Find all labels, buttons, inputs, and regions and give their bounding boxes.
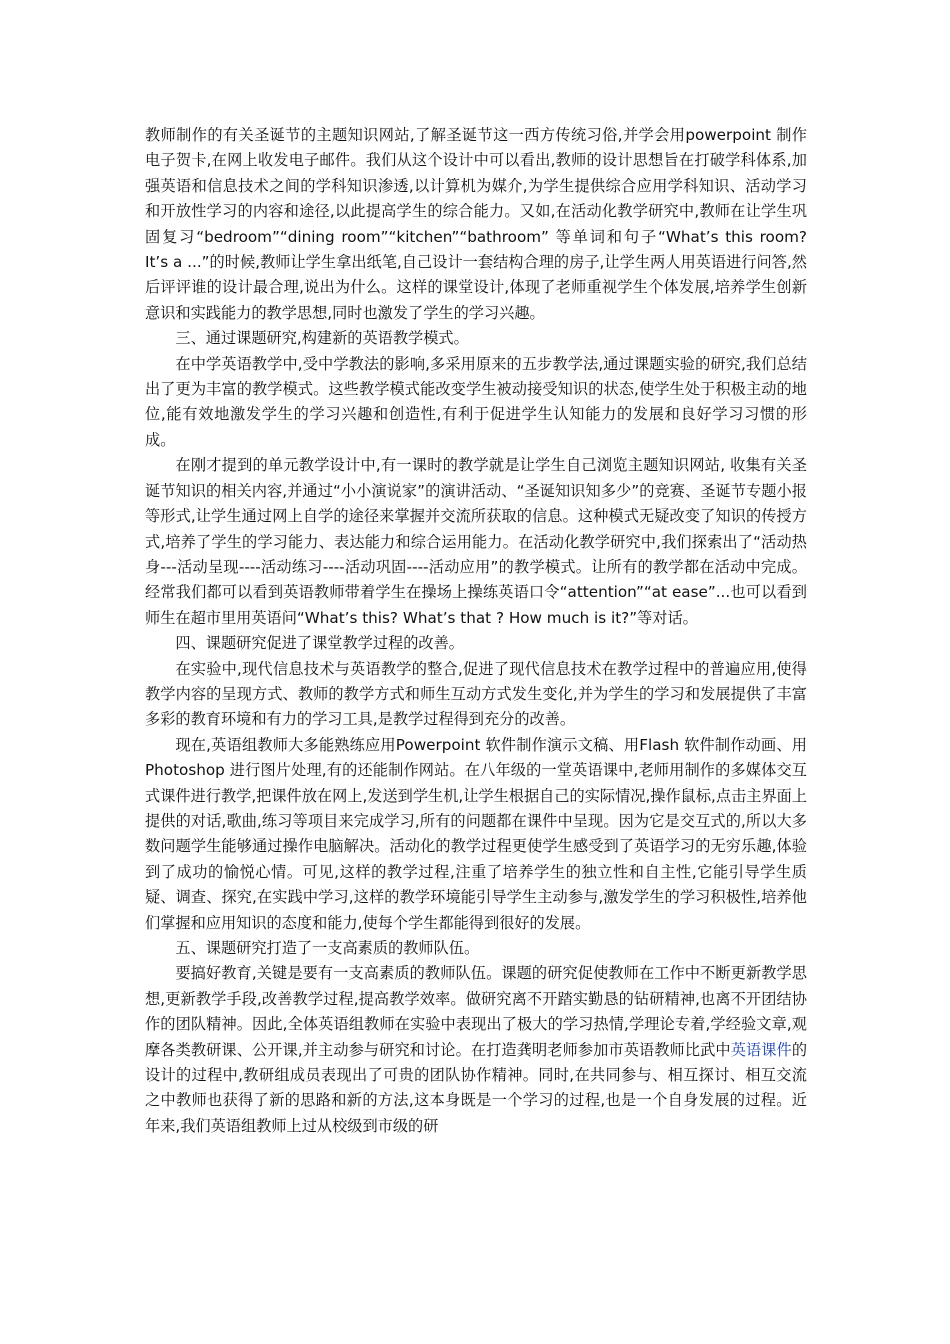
paragraph-software-skills: 现在,英语组教师大多能熟练应用Powerpoint 软件制作演示文稿、用Flash 软件制作动画、用Photoshop 进行图片处理,有的还能制作网站。在八年级的一堂英语课中,老师用制作的多媒体交互式课件进行教学,把课件放在网上,发送到学生机,让学生根据自己的实际情况,操作鼠标,点击主界面上提供的对话,歌曲,练习等项目来完成学习,所有的问题都在课件中呈现。因为它是交互式的,所以大多数问题学生能够通过操作电脑解决。活动化的教学过程更使学生感受到了英语学习的无穷乐趣,体验到了成功的愉悦心情。可见,这样的教学过程,注重了培养学生的独立性和自主性,它能引导学生质疑、调查、探究,在实践中学习,这样的教学环境能引导学生主动参与,激发学生的学习积极性,培养他们掌握和应用知识的态度和能力,使每个学生都能得到很好的发展。 [145,735,808,932]
paragraph-intro: 教师制作的有关圣诞节的主题知识网站,了解圣诞节这一西方传统习俗,并学会用powerpoint 制作电子贺卡,在网上收发电子邮件。我们从这个设计中可以看出,教师的设计思想旨在打破学科体系,加强英语和信息技术之间的学科知识渗透,以计算机为媒介,为学生提供综合应用学科知识、活动学习和开放性学习的内容和途径,以此提高学生的综合能力。又如,在活动化教学研究中,教师在让学生巩固复习“bedroom”“dining room”“kitchen”“bathroom” 等单词和句子“What’s this room? It’s a ...”的时候,教师让学生拿出纸笔,自己设计一套结构合理的房子,让学生两人用英语进行问答,然后评评谁的设计最合理,说出为什么。这样的课堂设计,体现了老师重视学生个体发展,培养学生创新意识和实践能力的教学思想,同时也激发了学生的学习兴趣。 [145,126,807,322]
teacher-team-text-before: 要搞好教育,关键是要有一支高素质的教师队伍。课题的研究促使教师在工作中不断更新教学思想,更新教学手段,改善教学过程,提高教学效率。做研究离不开踏实勤恳的钻研精神,也离不开团结协作的团队精神。因此,全体英语组教师在实验中表现出了极大的学习热情,学理论专着,学经验文章,观摩各类教研课、公开课,并主动参与研究和讨论。在打造龚明老师参加市英语教师比武中 [145,964,807,1059]
section-heading-4: 四、课题研究促进了课堂教学过程的改善。 [175,634,464,653]
paragraph-unit-design: 在刚才提到的单元教学设计中,有一课时的教学就是让学生自己浏览主题知识网站, 收集有关圣诞节知识的相关内容,并通过“小小演说家”的演讲活动、“圣诞知识知多少”的竞赛、圣诞节专题小报等形式,让学生通过网上自学的途径来掌握并交流所获取的信息。这种模式无疑改变了知识的传授方式,培养了学生的学习能力、表达能力和综合运用能力。在活动化教学研究中,我们探索出了“活动热身---活动呈现----活动练习----活动巩固----活动应用”的教学模式。让所有的教学都在活动中完成。经常我们都可以看到英语教师带着学生在操场上操练英语口令“attention”“at ease”...也可以看到师生在超市里用英语问“What’s this? What’s that ? How much is it?”等对话。 [145,456,807,627]
paragraph-integration: 在实验中,现代信息技术与英语教学的整合,促进了现代信息技术在教学过程中的普遍应用,使得教学内容的呈现方式、教师的教学方式和师生互动方式发生变化,并为学生的学习和发展提供了丰富多彩的教育环境和有力的学习工具,是教学过程得到充分的改善。 [145,659,807,729]
document-page [145,123,807,1139]
section-heading-3: 三、通过课题研究,构建新的英语教学模式。 [175,329,469,348]
paragraph-teacher-team [145,961,807,1139]
english-courseware-link[interactable]: 英语课件 [730,1040,792,1059]
section-heading-5: 五、课题研究打造了一支高素质的教师队伍。 [175,939,480,957]
teacher-team-text-after: 的设计的过程中,教研组成员表现出了可贵的团队协作精神。同时,在共同参与、相互探讨、相互交流之中教师也获得了新的思路和新的方法,这本身既是一个学习的过程,也是一个自身发展的过程。近年来,我们英语组教师上过从校级到市级的研 [145,1040,808,1135]
paragraph-teaching-modes: 在中学英语教学中,受中学教法的影响,多采用原来的五步教学法,通过课题实验的研究,我们总结出了更为丰富的教学模式。这些教学模式能改变学生被动接受知识的状态,使学生处于积极主动的地位,能有效地激发学生的学习兴趣和创造性,有利于促进学生认知能力的发展和良好学习习惯的形成。 [145,354,807,449]
